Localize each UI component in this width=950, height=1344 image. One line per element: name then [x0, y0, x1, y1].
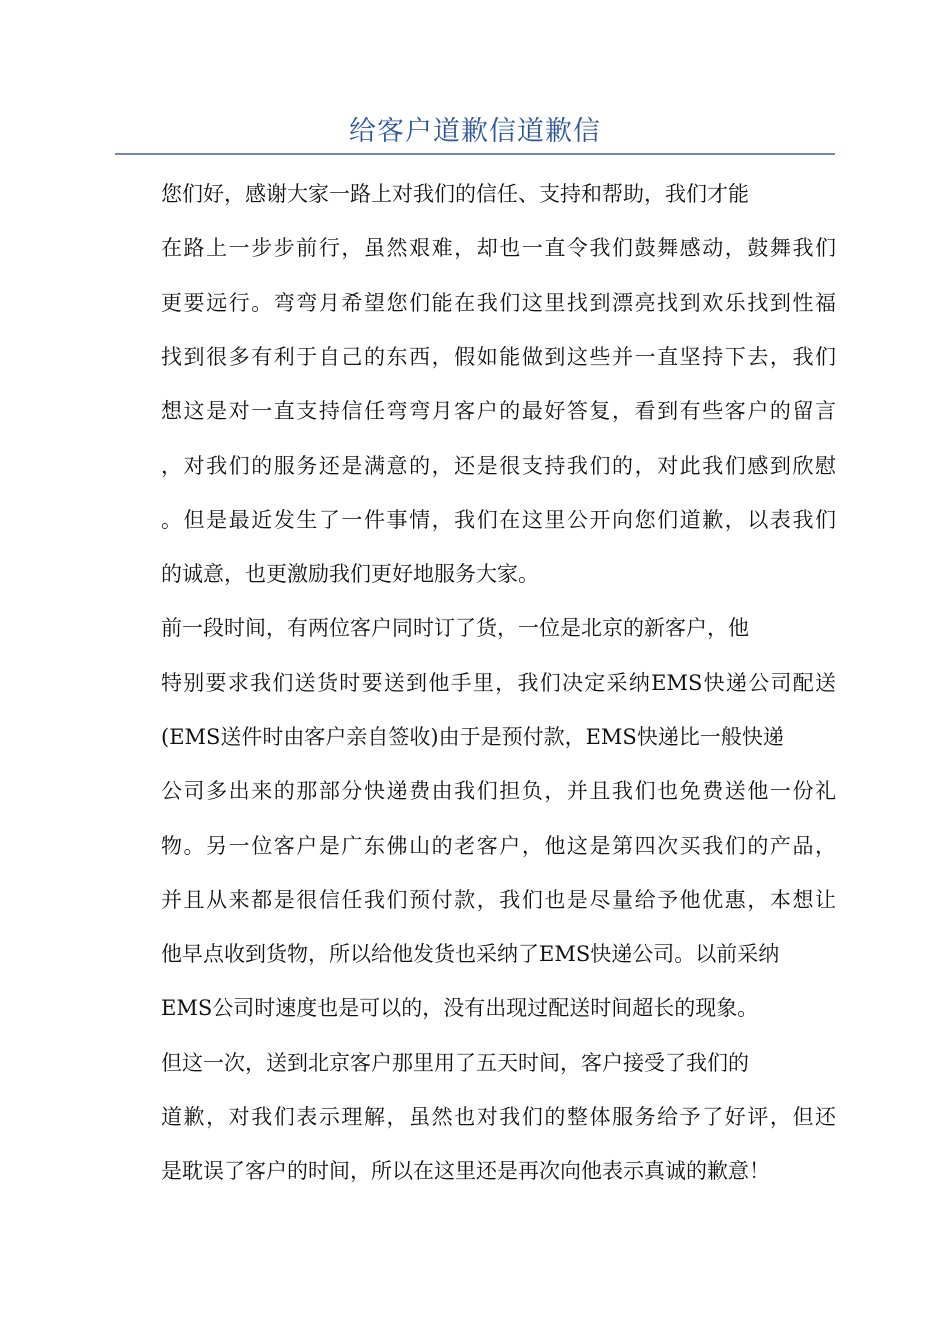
body-line: EMS公司时速度也是可以的，没有出现过配送时间超长的现象。: [161, 996, 759, 1020]
document-title: 给客户道歉信道歉信: [349, 116, 601, 147]
body-line: 找到很多有利于自己的东西，假如能做到这些并一直坚持下去，我们: [161, 345, 836, 369]
body-line: 道歉，对我们表示理解，虽然也对我们的整体服务给予了好评，但还: [161, 1105, 836, 1129]
title-underline: [115, 153, 835, 155]
body-line: 前一段时间，有两位客户同时订了货，一位是北京的新客户，他: [161, 616, 749, 640]
body-line: 想这是对一直支持信任弯弯月客户的最好答复，看到有些客户的留言: [161, 399, 836, 423]
body-line: 是耽误了客户的时间，所以在这里还是再次向他表示真诚的歉意！: [161, 1159, 770, 1183]
body-line: 您们好，感谢大家一路上对我们的信任、支持和帮助，我们才能: [161, 182, 749, 206]
body-line: 在路上一步步前行，虽然艰难，却也一直令我们鼓舞感动，鼓舞我们: [161, 236, 836, 260]
body-line: 他早点收到货物，所以给他发货也采纳了EMS快递公司。以前采纳: [161, 942, 780, 966]
body-line: 物。另一位客户是广东佛山的老客户，他这是第四次买我们的产品，: [161, 834, 836, 858]
body-line: 。但是最近发生了一件事情，我们在这里公开向您们道歉，以表我们: [161, 508, 836, 532]
body-line: 更要远行。弯弯月希望您们能在我们这里找到漂亮找到欢乐找到性福: [161, 291, 836, 315]
body-line: 公司多出来的那部分快递费由我们担负，并且我们也免费送他一份礼: [161, 779, 836, 803]
body-line: 特别要求我们送货时要送到他手里，我们决定采纳EMS快递公司配送: [161, 671, 836, 695]
body-line: 的诚意，也更激励我们更好地服务大家。: [161, 562, 539, 586]
body-line: ，对我们的服务还是满意的，还是很支持我们的，对此我们感到欣慰: [161, 454, 836, 478]
body-line: 但这一次，送到北京客户那里用了五天时间，客户接受了我们的: [161, 1051, 749, 1075]
body-line: (EMS送件时由客户亲自签收)由于是预付款，EMS快递比一般快递: [161, 725, 784, 749]
body-line: 并且从来都是很信任我们预付款，我们也是尽量给予他优惠，本想让: [161, 888, 836, 912]
